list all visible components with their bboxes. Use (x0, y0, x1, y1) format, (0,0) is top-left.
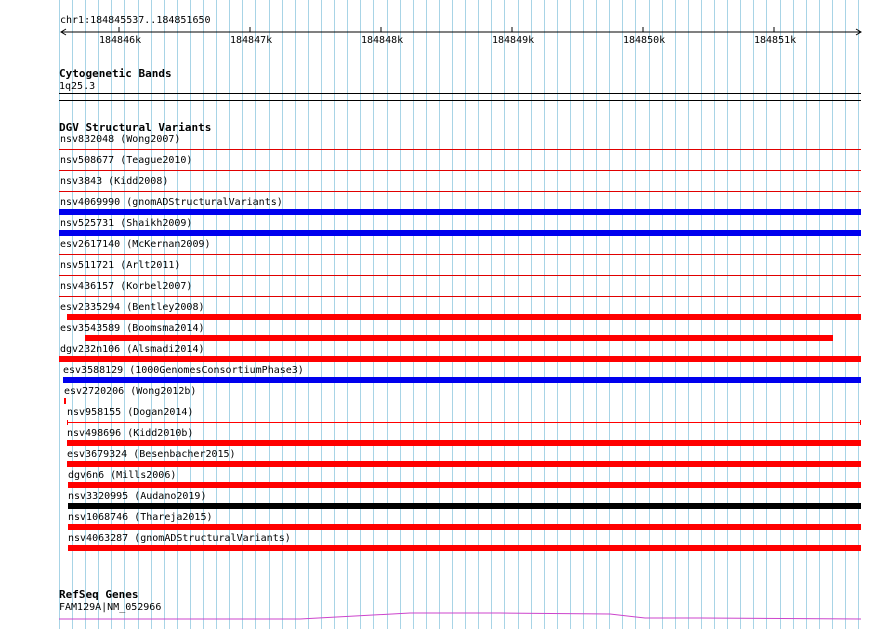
variant-label: nsv1068746 (Thareja2015) (68, 512, 213, 523)
variant-row[interactable] (0, 134, 890, 155)
ruler-tick-label: 184847k (230, 35, 273, 46)
variant-row[interactable] (0, 176, 890, 197)
cytoband-track-title: Cytogenetic Bands (59, 67, 172, 80)
cytoband-line-top (59, 93, 861, 94)
variant-label: nsv3320995 (Audano2019) (68, 491, 207, 502)
variant-label: dgv232n106 (Alsmadi2014) (60, 344, 205, 355)
variant-label: esv3679324 (Besenbacher2015) (67, 449, 236, 460)
ruler-tick-label: 184848k (361, 35, 404, 46)
variant-row[interactable] (0, 449, 890, 470)
locus-label: chr1:184845537..184851650 (60, 15, 211, 26)
variant-row[interactable] (0, 407, 890, 428)
variant-label: dgv6n6 (Mills2006) (68, 470, 177, 481)
ruler-tick-label: 184850k (623, 35, 666, 46)
variant-row[interactable] (0, 260, 890, 281)
variant-label: esv2720206 (Wong2012b) (64, 386, 197, 397)
variant-row[interactable] (0, 281, 890, 302)
variant-label: nsv511721 (Arlt2011) (60, 260, 181, 271)
variant-row[interactable] (0, 197, 890, 218)
variant-row[interactable] (0, 533, 890, 554)
variant-row[interactable] (0, 302, 890, 323)
variant-label: esv3543589 (Boomsma2014) (60, 323, 205, 334)
variant-row[interactable] (0, 323, 890, 344)
variant-label: nsv958155 (Dogan2014) (67, 407, 194, 418)
ruler-tick-label: 184851k (754, 35, 797, 46)
variant-label: nsv508677 (Teague2010) (60, 155, 193, 166)
variant-row[interactable] (0, 512, 890, 533)
variant-label: nsv525731 (Shaikh2009) (60, 218, 193, 229)
variant-label: nsv4063287 (gnomADStructuralVariants) (68, 533, 291, 544)
variant-row[interactable] (0, 239, 890, 260)
variant-label: nsv3843 (Kidd2008) (60, 176, 169, 187)
variant-row[interactable] (0, 428, 890, 449)
ruler-tick-label: 184846k (99, 35, 142, 46)
variant-row[interactable] (0, 491, 890, 512)
variant-label: nsv832048 (Wong2007) (60, 134, 181, 145)
variant-row[interactable] (0, 344, 890, 365)
ruler-tick-label: 184849k (492, 35, 535, 46)
cytoband-line-bottom (59, 100, 861, 101)
variant-label: nsv4069990 (gnomADStructuralVariants) (60, 197, 283, 208)
variant-label: esv2617140 (McKernan2009) (60, 239, 211, 250)
variant-row[interactable] (0, 386, 890, 407)
variant-row[interactable] (0, 155, 890, 176)
variant-row[interactable] (0, 218, 890, 239)
variant-row[interactable] (0, 365, 890, 386)
cytoband-name: 1q25.3 (59, 81, 96, 92)
variant-label: nsv436157 (Korbel2007) (60, 281, 193, 292)
variant-row[interactable] (0, 470, 890, 491)
variant-label: esv2335294 (Bentley2008) (60, 302, 205, 313)
refseq-track-title: RefSeq Genes (59, 588, 139, 601)
refseq-gene-label[interactable]: FAM129A|NM_052966 (59, 602, 162, 613)
variant-label: esv3588129 (1000GenomesConsortiumPhase3) (63, 365, 304, 376)
dgv-track-title: DGV Structural Variants (59, 121, 212, 134)
variant-label: nsv498696 (Kidd2010b) (67, 428, 194, 439)
